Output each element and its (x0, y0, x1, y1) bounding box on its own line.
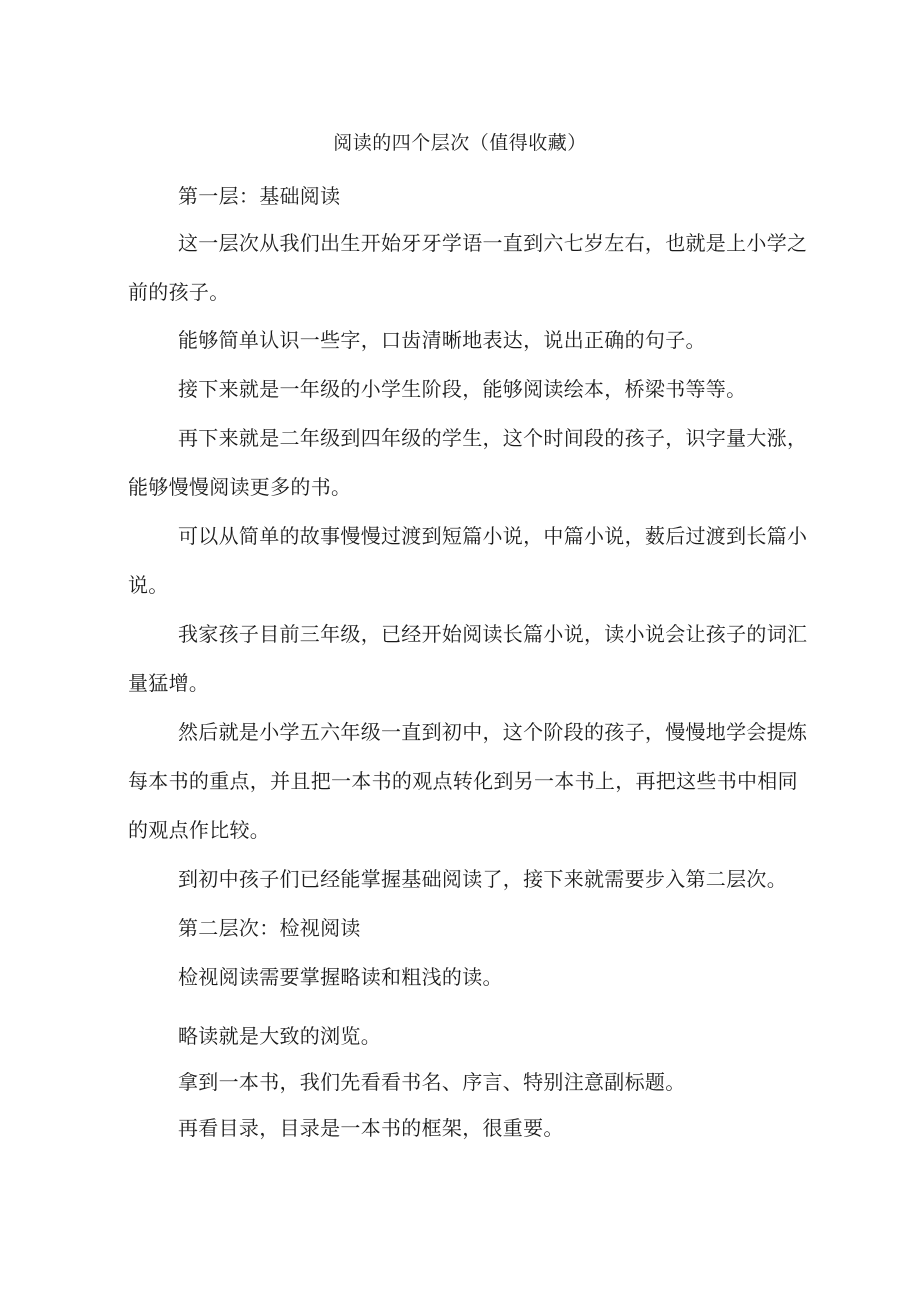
paragraph-level-one-heading: 第一层：基础阅读 (178, 184, 341, 208)
paragraph-inspectional-reading: 检视阅读需要掌握略读和粗浅的读。 (178, 965, 503, 989)
document-title: 阅读的四个层次（值得收藏） (333, 132, 587, 154)
paragraph-third-grade-child: 我家孩子目前三年级，已经开始阅读长篇小说，读小说会让孩子的词汇量猛增。 (128, 622, 808, 695)
paragraph-level-two-heading: 第二层次：检视阅读 (178, 916, 361, 940)
paragraph-table-of-contents: 再看目录，目录是一本书的框架，很重要。 (178, 1116, 564, 1140)
paragraph-short-stories: 可以从简单的故事慢慢过渡到短篇小说，中篇小说，薮后过渡到长篇小说。 (128, 524, 808, 597)
paragraph-recognize-words: 能够简单认识一些字，口齿清晰地表达，说出正确的句子。 (178, 328, 706, 352)
paragraph-basic-reading-age: 这一层次从我们出生开始牙牙学语一直到六七岁左右，也就是上小学之前的孩子。 (128, 231, 808, 304)
paragraph-fifth-sixth-grade: 然后就是小学五六年级一直到初中，这个阶段的孩子，慢慢地学会提炼每本书的重点，并且把一本书的观点转化到另一本书上，再把这些书中相同的观点作比较。 (128, 720, 808, 842)
paragraph-book-title: 拿到一本书，我们先看看书名、序言、特别注意副标题。 (178, 1070, 686, 1094)
paragraph-middle-school: 到初中孩子们已经能掌握基础阅读了，接下来就需要步入第二层次。 (178, 867, 787, 891)
paragraph-first-grade: 接下来就是一年级的小学生阶段，能够阅读绘本，桥梁书等等。 (178, 377, 747, 401)
paragraph-skimming: 略读就是大致的浏览。 (178, 1024, 381, 1048)
paragraph-second-to-fourth-grade: 再下来就是二年级到四年级的学生，这个时间段的孩子，识字量大涨，能够慢慢阅读更多的书。 (128, 426, 808, 499)
